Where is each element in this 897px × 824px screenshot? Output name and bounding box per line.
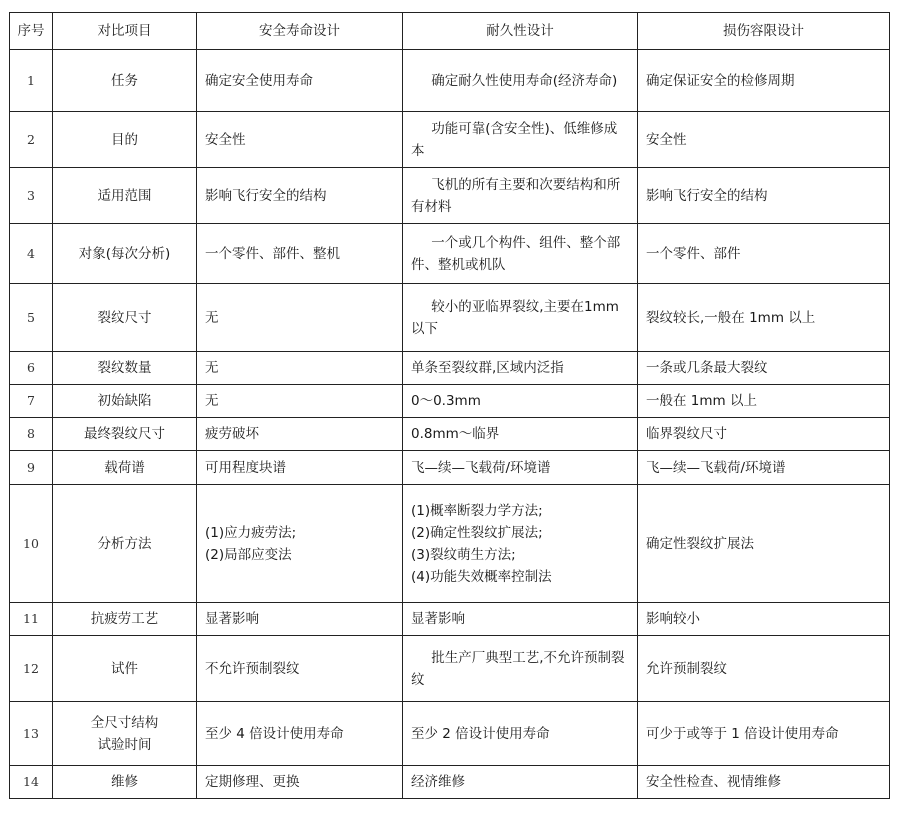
design-comparison-table	[9, 12, 890, 799]
durability-cell: 功能可靠(含安全性)、低维修成本	[403, 112, 638, 168]
row-number: 12	[10, 636, 53, 702]
damage-tolerance-cell: 飞—续—飞载荷/环境谱	[638, 451, 890, 485]
damage-tolerance-cell: 影响飞行安全的结构	[638, 168, 890, 224]
safe-life-cell: 确定安全使用寿命	[197, 50, 403, 112]
row-number: 13	[10, 702, 53, 766]
durability-cell: 批生产厂典型工艺,不允许预制裂纹	[403, 636, 638, 702]
damage-tolerance-cell: 确定保证安全的检修周期	[638, 50, 890, 112]
row-item: 适用范围	[53, 168, 197, 224]
durability-cell: 0.8mm～临界	[403, 418, 638, 451]
row-item: 裂纹尺寸	[53, 284, 197, 352]
cell-line: (1)应力疲劳法;	[205, 524, 297, 541]
cell-line: 全尺寸结构	[90, 714, 159, 731]
durability-cell: 单条至裂纹群,区域内泛指	[403, 352, 638, 385]
row-number: 7	[10, 385, 53, 418]
table-row	[10, 284, 890, 352]
damage-tolerance-cell: 临界裂纹尺寸	[638, 418, 890, 451]
row-number: 5	[10, 284, 53, 352]
comparison-table-wrap	[9, 12, 889, 799]
cell-line: (2)确定性裂纹扩展法;	[411, 524, 543, 541]
cell-line: (3)裂纹萌生方法;	[411, 546, 516, 563]
safe-life-cell: 无	[197, 385, 403, 418]
row-number: 9	[10, 451, 53, 485]
header-row	[10, 13, 890, 50]
row-item: 试件	[53, 636, 197, 702]
durability-cell: 一个或几个构件、组件、整个部件、整机或机队	[403, 224, 638, 284]
durability-cell: 飞—续—飞载荷/环境谱	[403, 451, 638, 485]
row-number: 6	[10, 352, 53, 385]
damage-tolerance-cell: 安全性检查、视情维修	[638, 766, 890, 799]
table-row	[10, 603, 890, 636]
safe-life-cell: 显著影响	[197, 603, 403, 636]
safe-life-cell: 无	[197, 352, 403, 385]
table-row	[10, 418, 890, 451]
damage-tolerance-cell: 确定性裂纹扩展法	[638, 485, 890, 603]
row-number: 2	[10, 112, 53, 168]
row-number: 4	[10, 224, 53, 284]
header-damage-tolerance: 损伤容限设计	[638, 13, 890, 50]
row-item: 抗疲劳工艺	[53, 603, 197, 636]
safe-life-cell: 不允许预制裂纹	[197, 636, 403, 702]
row-number: 10	[10, 485, 53, 603]
damage-tolerance-cell: 安全性	[638, 112, 890, 168]
safe-life-cell: 疲劳破坏	[197, 418, 403, 451]
row-number: 3	[10, 168, 53, 224]
safe-life-cell: 一个零件、部件、整机	[197, 224, 403, 284]
table-row	[10, 702, 890, 766]
durability-cell: 飞机的所有主要和次要结构和所有材料	[403, 168, 638, 224]
cell-line: (2)局部应变法	[205, 546, 292, 563]
table-row	[10, 50, 890, 112]
table-row	[10, 224, 890, 284]
table-row	[10, 168, 890, 224]
header-item: 对比项目	[53, 13, 197, 50]
safe-life-cell	[197, 485, 403, 603]
table-row	[10, 451, 890, 485]
cell-line: 试验时间	[97, 736, 152, 753]
damage-tolerance-cell: 一条或几条最大裂纹	[638, 352, 890, 385]
cell-line: (1)概率断裂力学方法;	[411, 502, 543, 519]
safe-life-cell: 无	[197, 284, 403, 352]
safe-life-cell: 可用程度块谱	[197, 451, 403, 485]
damage-tolerance-cell: 允许预制裂纹	[638, 636, 890, 702]
row-number: 11	[10, 603, 53, 636]
row-item: 对象(每次分析)	[53, 224, 197, 284]
safe-life-cell: 至少 4 倍设计使用寿命	[197, 702, 403, 766]
row-number: 8	[10, 418, 53, 451]
table-row	[10, 385, 890, 418]
row-item: 载荷谱	[53, 451, 197, 485]
table-row	[10, 485, 890, 603]
row-item: 任务	[53, 50, 197, 112]
durability-cell: 显著影响	[403, 603, 638, 636]
row-item	[53, 702, 197, 766]
table-row	[10, 112, 890, 168]
damage-tolerance-cell: 裂纹较长,一般在 1mm 以上	[638, 284, 890, 352]
table-row	[10, 636, 890, 702]
durability-cell: 较小的亚临界裂纹,主要在1mm 以下	[403, 284, 638, 352]
durability-cell: 经济维修	[403, 766, 638, 799]
row-item: 裂纹数量	[53, 352, 197, 385]
durability-cell	[403, 485, 638, 603]
row-item: 目的	[53, 112, 197, 168]
row-number: 14	[10, 766, 53, 799]
safe-life-cell: 定期修理、更换	[197, 766, 403, 799]
durability-cell: 至少 2 倍设计使用寿命	[403, 702, 638, 766]
header-no: 序号	[10, 13, 53, 50]
damage-tolerance-cell: 一个零件、部件	[638, 224, 890, 284]
row-item: 最终裂纹尺寸	[53, 418, 197, 451]
durability-cell: 确定耐久性使用寿命(经济寿命)	[403, 50, 638, 112]
row-item: 初始缺陷	[53, 385, 197, 418]
header-safe-life: 安全寿命设计	[197, 13, 403, 50]
table-row	[10, 766, 890, 799]
safe-life-cell: 安全性	[197, 112, 403, 168]
header-durability: 耐久性设计	[403, 13, 638, 50]
safe-life-cell: 影响飞行安全的结构	[197, 168, 403, 224]
damage-tolerance-cell: 影响较小	[638, 603, 890, 636]
damage-tolerance-cell: 一般在 1mm 以上	[638, 385, 890, 418]
damage-tolerance-cell: 可少于或等于 1 倍设计使用寿命	[638, 702, 890, 766]
row-number: 1	[10, 50, 53, 112]
table-row	[10, 352, 890, 385]
row-item: 维修	[53, 766, 197, 799]
cell-line: (4)功能失效概率控制法	[411, 568, 552, 585]
durability-cell: 0～0.3mm	[403, 385, 638, 418]
row-item: 分析方法	[53, 485, 197, 603]
